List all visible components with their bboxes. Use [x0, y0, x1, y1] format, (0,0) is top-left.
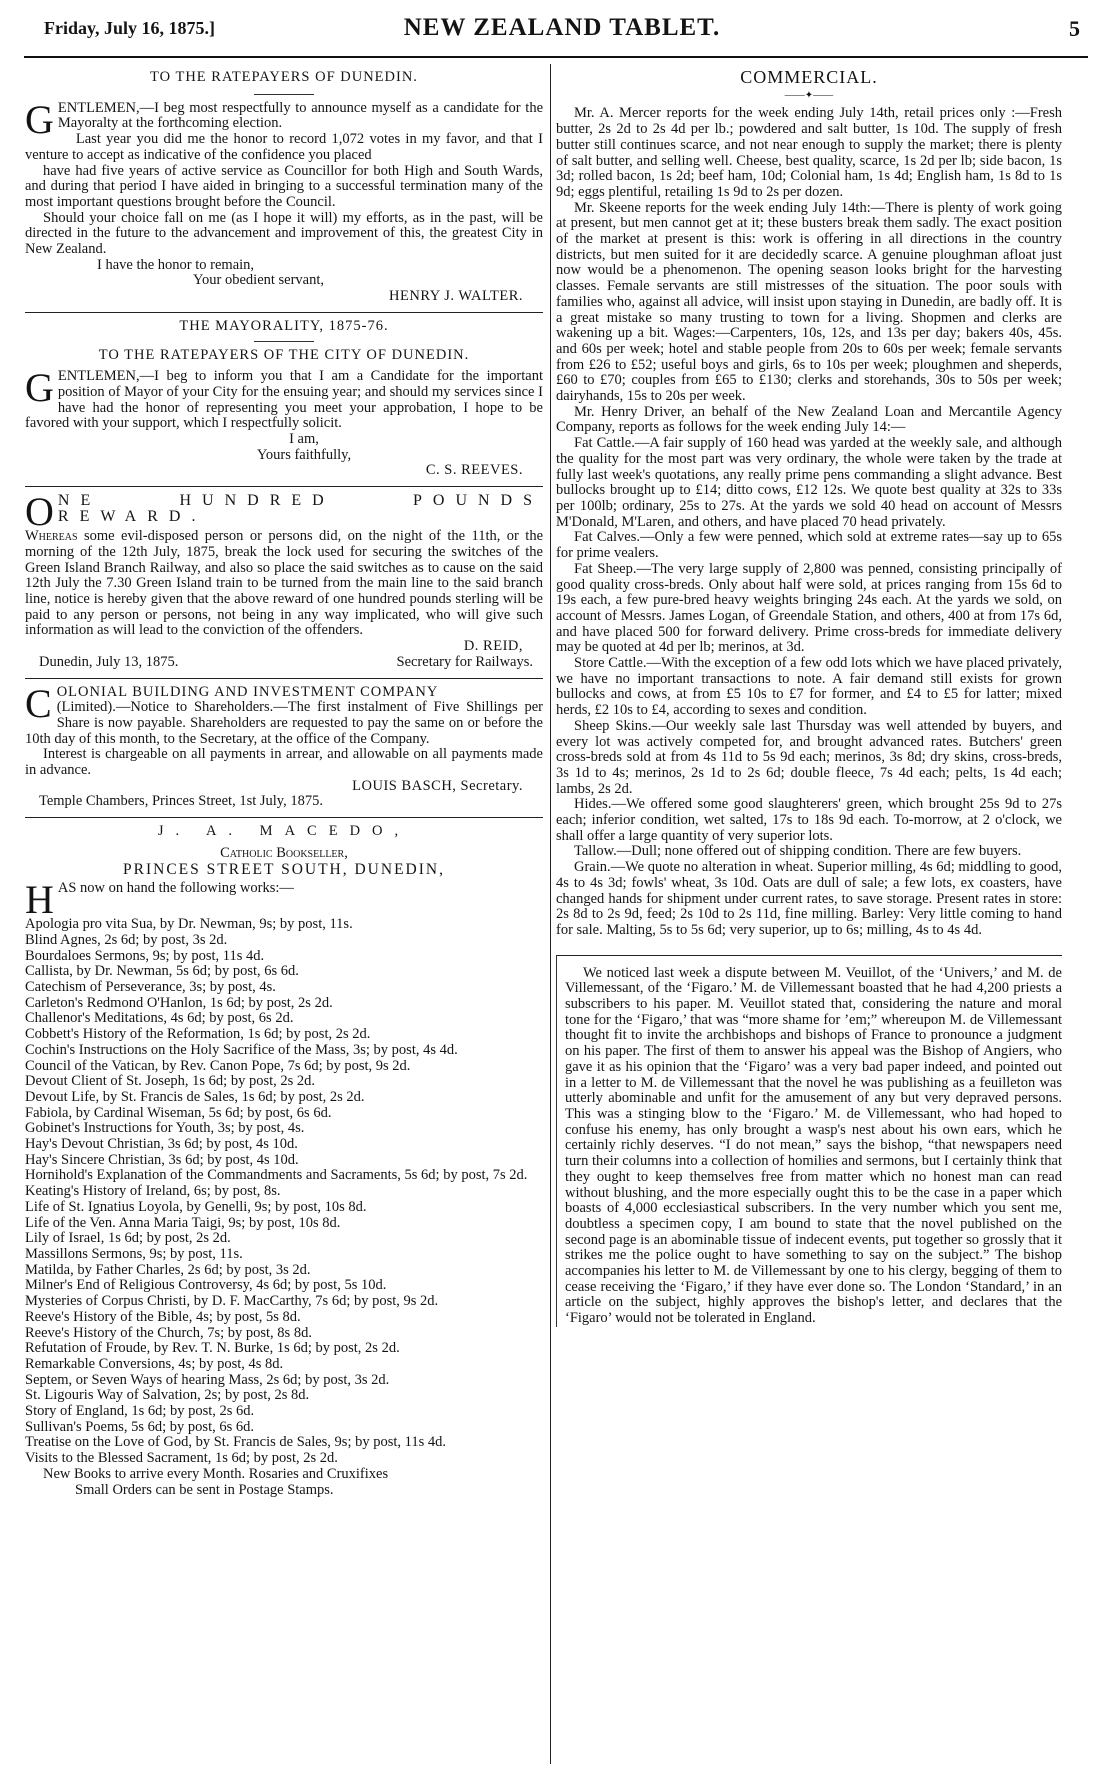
right-column — [556, 66, 1062, 1327]
book-item: Keating's History of Ireland, 6s; by post, 8s. — [25, 1183, 281, 1200]
masthead-rule — [24, 56, 1088, 58]
commercial-paragraph: Sheep Skins.—Our weekly sale last Thursday was well attended by buyers, and every lot was actively competed for, and brought advanced rates. Butchers' green cross-breds sold at from 4s 11d to 5s 9d each; merinos, 3s 8d; dry skins, cross-breds, 3s 1d to 4s; merinos, 2s 1d to 2s 6d; double fleece, 7s 4d each; pelts, 1s 4d each; lambs, 2s 2d. — [556, 717, 1062, 797]
walter-advert — [25, 70, 543, 305]
walter-signature: HENRY J. WALTER. — [389, 288, 523, 305]
commercial-paragraph: Hides.—We offered some good slaughterers' green, which brought 25s 9d to 27s each; inferior condition, wet salted, 17s to 18s 9d each. To-morrow, at 2 o'clock, we shall offer a large quantity of very superior lots. — [556, 796, 1062, 844]
book-item: Life of the Ven. Anna Maria Taigi, 9s; by post, 10s 8d. — [25, 1214, 341, 1231]
walter-heading: TO THE RATEPAYERS OF DUNEDIN. — [150, 69, 418, 85]
book-item: Sullivan's Poems, 5s 6d; by post, 6s 6d. — [25, 1418, 254, 1435]
book-item: Reeve's History of the Church, 7s; by post, 8s 8d. — [25, 1324, 312, 1341]
drop-cap: O — [25, 489, 54, 535]
book-item: Story of England, 1s 6d; by post, 2s 6d. — [25, 1403, 255, 1420]
book-item: Challenor's Meditations, 4s 6d; by post, 6s 2d. — [25, 1010, 294, 1027]
section-rule — [25, 486, 543, 487]
book-item: Blind Agnes, 2s 6d; by post, 3s 2d. — [25, 931, 228, 948]
section-rule — [25, 678, 543, 679]
drop-cap: G — [25, 96, 54, 142]
reeves-closing: Yours faithfully, — [256, 446, 352, 463]
bookseller-name: J. A. MACEDO, — [157, 823, 411, 840]
bookseller-trade: Catholic Bookseller, — [220, 844, 348, 861]
walter-closing: I have the honor to remain, — [97, 256, 255, 273]
book-item: Visits to the Blessed Sacrament, 1s 6d; by post, 2s 2d. — [25, 1450, 338, 1467]
book-item: Hay's Sincere Christian, 3s 6d; by post, 4s 10d. — [25, 1151, 299, 1168]
book-item: Treatise on the Love of God, by St. Francis de Sales, 9s; by post, 11s 4d. — [25, 1434, 447, 1451]
book-item: Council of the Vatican, by Rev. Canon Pope, 7s 6d; by post, 9s 2d. — [25, 1057, 411, 1074]
book-item: Cochin's Instructions on the Holy Sacrifice of the Mass, 3s; by post, 4s 4d. — [25, 1041, 458, 1058]
drop-cap: H — [25, 877, 54, 923]
drop-cap: G — [25, 365, 54, 411]
book-item: Callista, by Dr. Newman, 5s 6d; by post, 6s 6d. — [25, 963, 299, 980]
book-item: Devout Client of St. Joseph, 1s 6d; by post, 2s 2d. — [25, 1073, 316, 1090]
bookseller-footnote: Small Orders can be sent in Postage Stamps. — [75, 1481, 334, 1498]
book-item: Hornihold's Explanation of the Commandments and Sacraments, 5s 6d; by post, 7s 2d. — [25, 1167, 528, 1184]
editorial-box — [556, 955, 1062, 1327]
commercial-paragraph: Tallow.—Dull; none offered out of shipping condition. There are few buyers. — [574, 843, 1022, 860]
walter-paragraph: Should your choice fall on me (as I hope it will) my efforts, as in the past, will be directed in the future to the advancement and improvement of this, the greatest City in New Zealand. — [25, 209, 543, 258]
book-item: Catechism of Perseverance, 3s; by post, 4s. — [25, 979, 276, 996]
macedo-advert — [25, 824, 543, 1498]
ornament-rule-icon: ——✦—— — [784, 89, 834, 101]
reward-notice — [25, 489, 544, 670]
commercial-paragraph: Fat Sheep.—The very large supply of 2,800 was penned, consisting principally of good quality cross-breds. Only about half were sold, at prices ranging from 15s 6d to 19s each, a few pure-bred heavy weights bringing 24s each. At the yards we sold, on account of Messrs. James Logan, of Greendale Station, and others, 400 at from 17s 6d, and have placed 500 for forward delivery. Prime cross-breds for immediate delivery may be quoted at 4d per lb; merinos, at 3d. — [556, 560, 1062, 656]
page-number: 5 — [1069, 16, 1080, 41]
book-item: Remarkable Conversions, 4s; by post, 4s 8d. — [25, 1355, 284, 1372]
book-item: Massillons Sermons, 9s; by post, 11s. — [25, 1246, 243, 1262]
bookseller-street: PRINCES STREET SOUTH, DUNEDIN, — [123, 860, 445, 878]
issue-date: Friday, July 16, 1875.] — [44, 18, 216, 38]
colonial-paragraph: Interest is chargeable on all payments in arrear, and allowable on all payments made in advance. — [25, 746, 543, 779]
walter-opening: GENTLEMEN,—I beg most respectfully to announce myself as a candidate for the Mayoralty at the forthcoming election. — [25, 96, 543, 142]
reward-date: Dunedin, July 13, 1875. — [39, 653, 179, 670]
book-item: Carleton's Redmond O'Hanlon, 1s 6d; by post, 2s 2d. — [25, 994, 333, 1011]
reward-signature: D. REID, — [463, 638, 523, 655]
reeves-signature: C. S. REEVES. — [425, 462, 523, 479]
book-item: Refutation of Froude, by Rev. T. N. Burke, 1s 6d; by post, 2s 2d. — [25, 1340, 400, 1357]
bookseller-footnote: New Books to arrive every Month. Rosaries and Cruxifixes — [43, 1465, 389, 1482]
left-column — [25, 66, 543, 1498]
book-item: Cobbett's History of the Reformation, 1s 6d; by post, 2s 2d. — [25, 1026, 371, 1043]
reeves-opening: GENTLEMEN,—I beg to inform you that I am a Candidate for the important position of Mayor of your City for the ensuing year; and should my services since I have had the honor of representing you meet your approbation, I hope to be favored with your support, which I respectfully solicit. — [25, 365, 543, 432]
column-divider — [550, 64, 551, 1764]
reeves-heading: THE MAYORALITY, 1875-76. — [179, 317, 389, 334]
commercial-paragraph: Grain.—We quote no alteration in wheat. Superior milling, 4s 6d; middling to good, 4s to 4s 3d; fowls' wheat, 3s 10d. Oats are dull of sale; a few lots, ex coasters, have changed hands for shipment under current rates, to save storage. Present rates in store: 2s 8d to 2s 9d, feed; 2s 10d to 2s 11d, fine milling. Barley: Very little coming to hand for sale. Malting, 5s to 5s 6d; very superior, up to 6s; milling, 4s to 4s 4d. — [556, 859, 1062, 938]
book-item: Life of St. Ignatius Loyola, by Genelli, 9s; by post, 10s 8d. — [25, 1198, 367, 1215]
commercial-paragraph: Mr. Henry Driver, an behalf of the New Zealand Loan and Mercantile Agency Company, reports as follows for the week ending July 14:— — [556, 403, 1062, 436]
book-item: Bourdaloes Sermons, 9s; by post, 11s 4d. — [25, 947, 265, 964]
reeves-closing: I am, — [289, 431, 319, 448]
drop-cap: C — [25, 680, 53, 726]
commercial-paragraph: Store Cattle.—With the exception of a few odd lots which we have placed privately, we have no important transactions to note. A fair demand still exists for grown bullocks and cows, at from £5 10s to £7 for former, and £4 to £5 for latter; mixed herds, £2 10s to £4, according to sexes and condition. — [556, 655, 1062, 719]
book-item: Fabiola, by Cardinal Wiseman, 5s 6d; by post, 6s 6d. — [25, 1104, 332, 1121]
walter-paragraph: have had five years of active service as Councillor for both High and South Wards, and during that period I have aided in bringing to a successful termination many of the most important questions brought before the Council. — [25, 162, 543, 210]
book-item: Septem, or Seven Ways of hearing Mass, 2s 6d; by post, 3s 2d. — [25, 1371, 390, 1388]
walter-paragraph: Last year you did me the honor to record 1,072 votes in my favor, and that I venture to accept as indicative of the confidence you placed — [25, 131, 543, 163]
masthead — [44, 14, 1080, 48]
reward-role: Secretary for Railways. — [396, 653, 533, 670]
commercial-heading: COMMERCIAL. — [740, 67, 878, 87]
book-item: Devout Life, by St. Francis de Sales, 1s 6d; by post, 2s 2d. — [25, 1088, 365, 1105]
commercial-paragraph: Fat Calves.—Only a few were penned, which sold at extreme rates—say up to 65s for prime vealers. — [556, 529, 1062, 562]
reward-heading: ONE HUNDRED POUNDS REWARD. — [25, 489, 543, 535]
book-item: Lily of Israel, 1s 6d; by post, 2s 2d. — [25, 1230, 231, 1247]
commercial-paragraph: Mr. Skeene reports for the week ending July 14th:—There is plenty of work going at present, but men cannot get at it; these busters break them sadly. The exact position of the market at present is this: work is offering in all directions in the country districts, but men suited for it are decidedly scarce. A genuine ploughman afloat just now would be a phenomenon. The opening season looks bright for the harvesting classes. Female servants are still mistresses of the situation. The poor souls with families who, against all advice, will insist upon staying in Dunedin, are badly off. It is a great mistake so many trusting to town for a living. Shopmen and clerks are wakening up a bit. Wages:—Carpenters, 10s, 12s, and 13s per day; bakers 40s, 45s. and 60s per week; hotel and stable people from 20s to 60s per week; female servants from £26 to £52; useful boys and girls, 6s to 10s per week; ploughmen and sheperds, £60 to £70; couples from £65 to £130; clerks and storehands, 30s to 50s per week; dairyhands, 15s to 20s per week. — [556, 199, 1062, 405]
reward-dateline — [25, 655, 543, 671]
section-rule — [25, 312, 543, 313]
book-item: Gobinet's Instructions for Youth, 3s; by post, 4s. — [25, 1120, 305, 1137]
editorial-paragraph: We noticed last week a dispute between M. Veuillot, of the ‘Univers,’ and M. de Villemessant, of the ‘Figaro.’ M. de Villemessant boasted that he had 4,200 priests a subscribers to his paper. M. Veuillot stated that, considering the nature and moral tone for the ‘Figaro,’ that was “more shame for ’em;” whereupon M. de Villemessant thought fit to invite the archbishops and bishops of France to pronounce a judgment on his paper. The first of them to answer his appeal was the Bishop of Angiers, who gave it as his opinion that the ‘Figaro’ was a very bad paper indeed, and pointed out in a letter to M. de Villemessant that the novel he was publishing as a feuilleton was utterly abominable and unfit for the amusement of any but very depraved persons. This was a stinging blow to the ‘Figaro.’ M. de Villemessant, who had hoped to confuse his enemy, has only brought a wasp's nest about his own ears, which he certainly richly deserves. “I do not mean,” says the bishop, “that newspapers need turn their columns into a collection of homilies and sermons, but I certainly think that they ought to keep themselves free from matter which no honest man can read without blushing, and the more especially ought this to be the case in a paper which boasts of 4,000 ecclesiastical subscribers. In the very number which you sent me, doubtless a specimen copy, I am bound to state that the novel published on the second page is an abominable tissue of indecent events, put together so grossly that it strikes me the police ought to have something to say on the subject.” The bishop accompanies his letter to M. de Villemessant by one to his clergy, begging of them to cease receiving the ‘Figaro,’ if they have ever done so. The London ‘Standard,’ in an article on the subject, highly approves the bishop's letter, and declares that the ‘Figaro’ would not be tolerated in England. — [565, 964, 1062, 1327]
reeves-advert — [25, 319, 543, 479]
colonial-heading: COLONIAL BUILDING AND INVESTMENT COMPANY — [25, 680, 439, 726]
reeves-subheading: TO THE RATEPAYERS OF THE CITY OF DUNEDIN. — [98, 346, 470, 363]
book-item: Milner's End of Religious Controversy, 4s 6d; by post, 5s 10d. — [25, 1277, 387, 1294]
commercial-paragraph: Mr. A. Mercer reports for the week ending July 14th, retail prices only :—Fresh butter, 2s 2d to 2s 4d per lb.; powdered and salt butter, 1s 10d. The supply of fresh butter still continues scarce, and not near enough to supply the market; there is plenty of salt butter, and selling well. Cheese, best quality, scarce, 1s 2d per lb; side bacon, 1s 3d; rolled bacon, 1s 2d; beef ham, 10d; Colonial ham, 1s 4d; English ham, 1s 8d to 1s 9d; eggs plentiful, retailing 1s 9d to 2s per dozen. — [556, 105, 1062, 200]
book-list — [25, 917, 543, 1467]
short-rule — [254, 341, 314, 342]
bookseller-intro: HAS now on hand the following works:— — [25, 877, 294, 923]
book-item: Matilda, by Father Charles, 2s 6d; by post, 3s 2d. — [25, 1261, 311, 1278]
colonial-body: (Limited).—Notice to Shareholders.—The first instalment of Five Shillings per Share is now payable. Shareholders are requested to pay the same on or before the 10th day of this month, to the Secretary, at the office of the Company. — [25, 699, 543, 747]
colonial-notice — [25, 680, 543, 811]
colonial-signature: LOUIS BASCH, Secretary. — [352, 777, 523, 794]
reward-body: Whereas some evil-disposed person or persons did, on the night of the 11th, or the morning of the 12th July, 1875, break the lock used for securing the switches of the Green Island Branch Railway, and also so place the said switches as to cause on the said 12th July the 7.30 Green Island train to be turned from the main line to the said branch line, notice is hereby given that the above reward of one hundred pounds sterling will be paid to any person or persons, not being in any way implicated, who will give such information as will lead to the conviction of the offenders. — [25, 528, 544, 639]
book-item: Apologia pro vita Sua, by Dr. Newman, 9s; by post, 11s. — [25, 916, 353, 933]
walter-closing: Your obedient servant, — [193, 272, 325, 289]
commercial-paragraph: Fat Cattle.—A fair supply of 160 head was yarded at the weekly sale, and although the quality for the most part was very ordinary, the whole were taken by the trade at fully last week's quotations, any really prime pens commanding a slight advance. Best bullocks brought up to £14; ditto cows, £12 12s. We quote best quality at 32s to 33s per 100lb; ordinary, 25s to 27s. At the yards we sold 40 head on account of Messrs M'Donald, M'Laren, and others, and have placed 70 head privately. — [556, 435, 1062, 530]
book-item: Hay's Devout Christian, 3s 6d; by post, 4s 10d. — [25, 1136, 298, 1153]
section-rule — [25, 817, 543, 818]
newspaper-title: NEW ZEALAND TABLET. — [403, 14, 721, 41]
colonial-address: Temple Chambers, Princes Street, 1st July, 1875. — [39, 793, 323, 810]
short-rule — [254, 94, 314, 95]
book-item: Mysteries of Corpus Christi, by D. F. MacCarthy, 7s 6d; by post, 9s 2d. — [25, 1293, 439, 1310]
book-item: St. Ligouris Way of Salvation, 2s; by post, 2s 8d. — [25, 1387, 310, 1404]
book-item: Reeve's History of the Bible, 4s; by post, 5s 8d. — [25, 1308, 301, 1325]
